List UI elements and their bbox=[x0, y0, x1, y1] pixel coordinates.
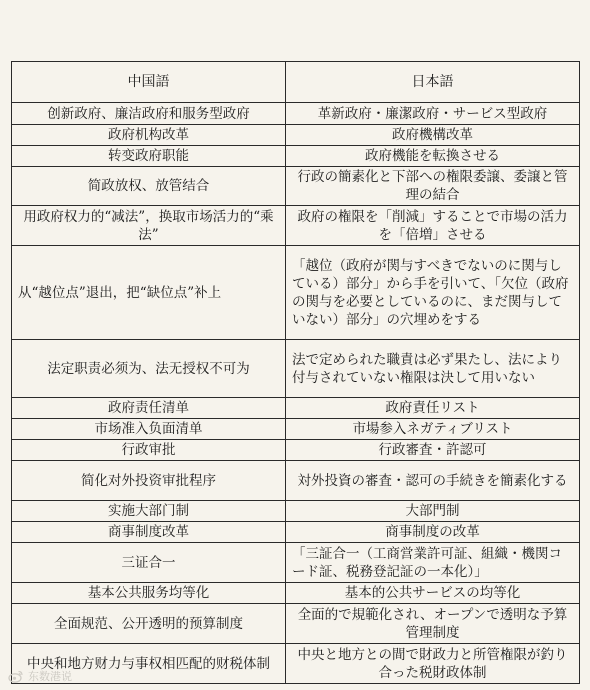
chinese-term: 行政审批 bbox=[12, 440, 286, 461]
table-row bbox=[12, 644, 580, 684]
chinese-term: 政府机构改革 bbox=[12, 125, 286, 146]
japanese-term: 法で定められた職責は必ず果たし、法により付与されていない権限は決して用いない bbox=[286, 340, 580, 398]
chinese-term: 法定职责必须为、法无授权不可为 bbox=[12, 340, 286, 398]
header-chinese: 中国語 bbox=[12, 62, 286, 103]
japanese-term: 行政審査・許認可 bbox=[286, 440, 580, 461]
japanese-term: 市場参入ネガティブリスト bbox=[286, 419, 580, 440]
chinese-term: 基本公共服务均等化 bbox=[12, 583, 286, 604]
table-row bbox=[12, 440, 580, 461]
japanese-term: 「越位（政府が関与すべきでないのに関与している）部分」から手を引いて、「欠位（政府の関与を必要としているのに、まだ関与していない）部分」の穴埋めをする bbox=[286, 246, 580, 340]
glossary-document bbox=[11, 61, 579, 684]
header-japanese: 日本語 bbox=[286, 62, 580, 103]
header-row bbox=[12, 62, 580, 103]
table-row bbox=[12, 604, 580, 644]
chinese-term: 中央和地方财力与事权相匹配的财税体制 bbox=[12, 644, 286, 684]
chinese-term: 简化对外投资审批程序 bbox=[12, 461, 286, 501]
table-row bbox=[12, 206, 580, 246]
chinese-term: 创新政府、廉洁政府和服务型政府 bbox=[12, 103, 286, 125]
chinese-term: 三证合一 bbox=[12, 543, 286, 583]
japanese-term: 大部門制 bbox=[286, 501, 580, 522]
japanese-term: 全面的で規範化され、オープンで透明な予算管理制度 bbox=[286, 604, 580, 644]
chinese-term: 实施大部门制 bbox=[12, 501, 286, 522]
watermark-text: 东数港说 bbox=[28, 670, 72, 683]
japanese-term: 行政の簡素化と下部への権限委譲、委譲と管理の結合 bbox=[286, 167, 580, 206]
japanese-term: 政府責任リスト bbox=[286, 398, 580, 419]
watermark bbox=[8, 668, 72, 684]
table-row bbox=[12, 543, 580, 583]
chinese-term: 市场准入负面清单 bbox=[12, 419, 286, 440]
table-row bbox=[12, 246, 580, 340]
table-row bbox=[12, 461, 580, 501]
table-row bbox=[12, 398, 580, 419]
chinese-term: 转变政府职能 bbox=[12, 146, 286, 167]
japanese-term: 基本的公共サービスの均等化 bbox=[286, 583, 580, 604]
table-row bbox=[12, 103, 580, 125]
japanese-term: 政府の権限を「削減」することで市場の活力を「倍増」させる bbox=[286, 206, 580, 246]
chinese-term: 政府责任清单 bbox=[12, 398, 286, 419]
japanese-term: 「三証合一（工商営業許可証、組織・機関コード証、税務登記証の一本化）」 bbox=[286, 543, 580, 583]
japanese-term: 政府機構改革 bbox=[286, 125, 580, 146]
japanese-term: 革新政府・廉潔政府・サービス型政府 bbox=[286, 103, 580, 125]
table-row bbox=[12, 522, 580, 543]
japanese-term: 政府機能を転換させる bbox=[286, 146, 580, 167]
table-row bbox=[12, 167, 580, 206]
japanese-term: 中央と地方との間で財政力と所管権限が釣り合った税財政体制 bbox=[286, 644, 580, 684]
japanese-term: 商事制度の改革 bbox=[286, 522, 580, 543]
table-row bbox=[12, 583, 580, 604]
weibo-logo-icon bbox=[8, 668, 24, 684]
glossary-table bbox=[11, 61, 580, 684]
chinese-term: 全面规范、公开透明的预算制度 bbox=[12, 604, 286, 644]
table-row bbox=[12, 125, 580, 146]
table-row bbox=[12, 501, 580, 522]
chinese-term: 用政府权力的“减法”，换取市场活力的“乘法” bbox=[12, 206, 286, 246]
chinese-term: 从“越位点”退出，把“缺位点”补上 bbox=[12, 246, 286, 340]
table-row bbox=[12, 340, 580, 398]
chinese-term: 商事制度改革 bbox=[12, 522, 286, 543]
chinese-term: 简政放权、放管结合 bbox=[12, 167, 286, 206]
table-row bbox=[12, 146, 580, 167]
japanese-term: 対外投資の審査・認可の手続きを簡素化する bbox=[286, 461, 580, 501]
table-row bbox=[12, 419, 580, 440]
